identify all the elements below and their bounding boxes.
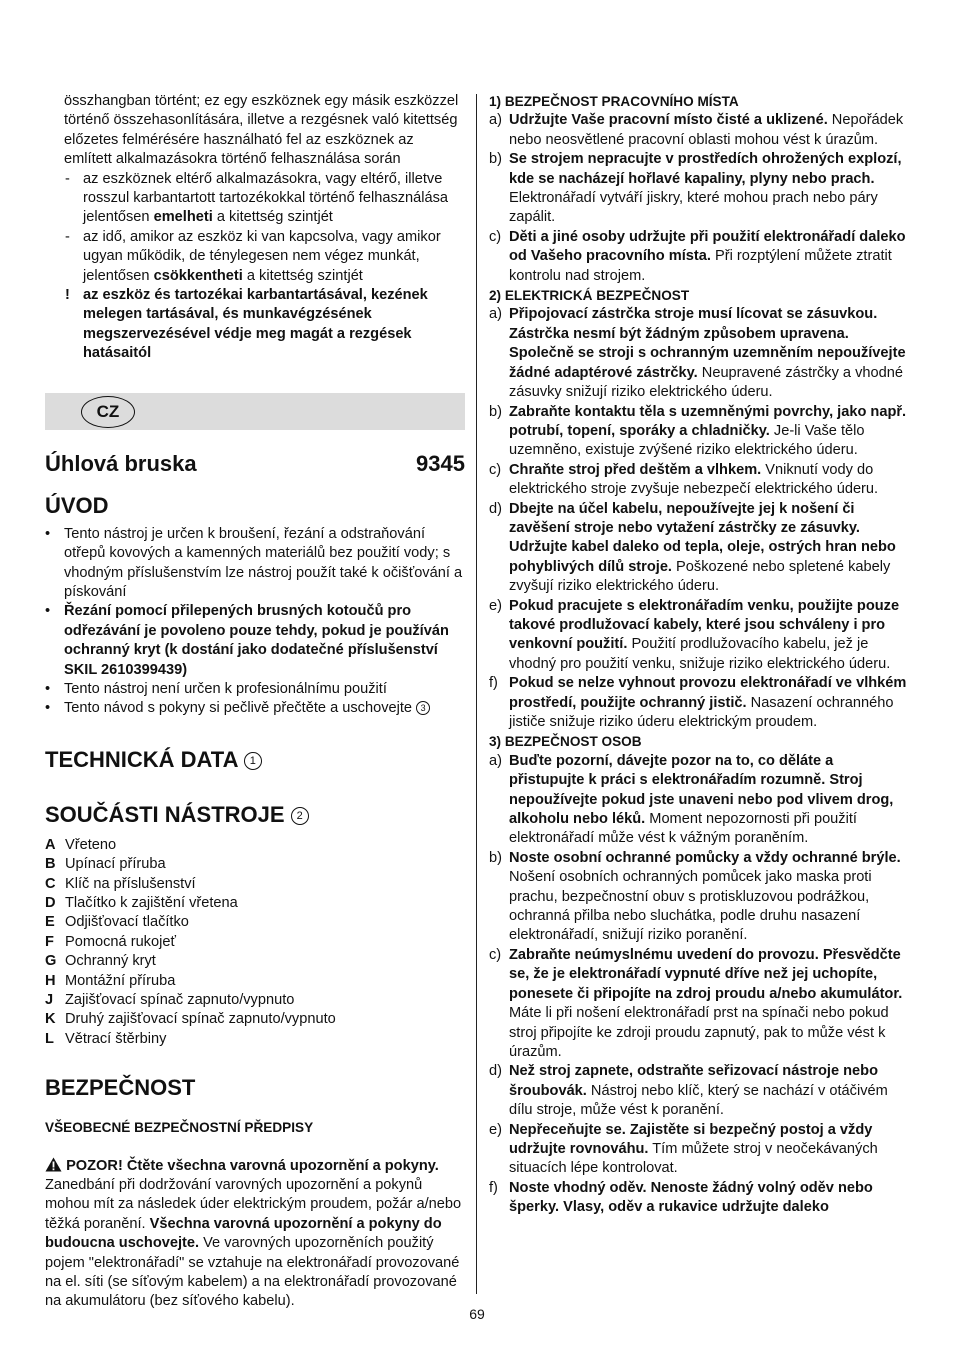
- safety-item: b) Se strojem nepracujte v prostředích ohrožených explozí, kde se nacházejí hořlavé kapaliny, plyny nebo prach. Elektronářadí vytváří jiskry, které mohou prach nebo páry zapálit.: [489, 151, 902, 226]
- safety-item: c) Zabraňte neúmyslnému uvedení do provozu. Přesvědčte se, že je elektronářadí vypnuté dříve než jej uchopíte, ponesete či připojíte na zdroj proudu a/nebo akumulátor. Máte li při nošení elektronářadí prst na spínači nebo pokud stroj připojíte ke zdroji proudu zapnutý, pak to může vést k úrazům.: [489, 946, 903, 1060]
- figure-ref-icon: 3: [416, 701, 430, 715]
- safety-item: e) Pokud pracujete s elektronářadím venku, použijte pouze takové prodlužovací kabely, které jsou schváleny i pro venkovní použití. Použití prodlužovacího kabelu, jež je vhodný pro použití venku, snižuje riziko elektrického úderu.: [489, 597, 900, 672]
- section-heading: 3) BEZPEČNOST OSOB: [489, 734, 642, 750]
- figure-ref-icon: 2: [291, 807, 309, 825]
- hu-dash-item: - az idő, amikor az eszköz ki van kapcsolva, vagy amikor ugyan működik, de ténylegesen nem végez munkát, jelentősen csökkentheti a kitettség szintjét: [65, 228, 441, 284]
- left-column: [45, 92, 465, 1312]
- safety-item: f) Pokud se nelze vyhnout provozu elektronářadí ve vlhkém prostředí, použijte ochranný jistič. Nasazení ochranného jističe snižuje riziko úderu elektrickým proudem.: [489, 675, 907, 730]
- part-label: Větrací štěrbiny: [65, 1030, 167, 1047]
- part-key: C: [45, 875, 56, 892]
- part-item: [45, 836, 465, 855]
- warning-triangle-icon: [45, 1157, 62, 1172]
- right-column: [489, 92, 911, 1218]
- safety-item: c) Chraňte stroj před deštěm a vlhkem. Vniknutí vody do elektrického stroje zvyšuje nebezpečí elektrického úderu.: [489, 461, 879, 498]
- safety-item: d) Než stroj zapnete, odstraňte seřizovací nástroje nebo šroubovák. Nástroj nebo klíč, který se nachází v otáčivém dílu stroje, může vést k poranění.: [489, 1063, 888, 1119]
- safety-subheading: VŠEOBECNÉ BEZPEČNOSTNÍ PŘEDPISY: [45, 1120, 314, 1136]
- part-label: Odjišťovací tlačítko: [65, 914, 189, 931]
- heading-technical-data: TECHNICKÁ DATA 1: [45, 744, 465, 776]
- part-key: G: [45, 953, 57, 970]
- heading-safety: BEZPEČNOST: [45, 1075, 196, 1101]
- part-key: A: [45, 836, 56, 853]
- parts-list: [45, 836, 465, 1049]
- part-key: J: [45, 992, 54, 1008]
- part-label: Ochranný kryt: [65, 953, 156, 970]
- safety-item: d) Dbejte na účel kabelu, nepoužívejte jej k nošení či zavěšení stroje nebo vytažení zástrčky ze zásuvky. Udržujte kabel daleko od tepla, oleje, ostrých hran nebo pohyblivých dílů stroje. Poškozené nebo spletené kabely zvyšují riziko elektrického úderu.: [489, 500, 896, 595]
- part-key: D: [45, 894, 56, 911]
- part-item: [45, 894, 465, 913]
- part-key: B: [45, 856, 56, 873]
- column-divider: [476, 94, 477, 1294]
- section-heading: 1) BEZPEČNOST PRACOVNÍHO MÍSTA: [489, 94, 739, 109]
- intro-bullet: • Tento nástroj není určen k profesionálnímu použití: [45, 680, 387, 697]
- product-name: Úhlová bruska: [45, 450, 197, 476]
- intro-bullet: • Řezání pomocí přilepených brusných kotoučů pro odřezávání je povoleno pouze tehdy, pokud je používán ochranný kryt (k dostání jako dodatečné příslušenství SKIL 2610399439): [45, 603, 449, 678]
- part-item: [45, 933, 465, 952]
- hu-dash-item: - az eszköznek eltérő alkalmazásokra, vagy eltérő, illetve rosszul karbantartott tartozékokkal történő felhasználása jelentősen emelheti a kitettség szintjét: [65, 170, 449, 226]
- intro-bullet: • Tento nástroj je určen k broušení, řezání a odstraňování otřepů kovových a kamenných materiálů bez použití vody; s vhodným příslušenstvím lze nástroj použít také k očišťování a pískování: [45, 525, 463, 600]
- language-badge: CZ: [81, 396, 135, 428]
- part-key: K: [45, 1011, 56, 1028]
- intro-bullet: • Tento návod s pokyny si pečlivě přečtěte a uschovejte 3: [45, 699, 465, 718]
- hu-warning: ! az eszköz és tartozékai karbantartásával, kezének melegen tartásával, és munkavégzésének megszervezésével védje meg magát a rezgések hatásaitól: [65, 287, 428, 362]
- part-item: [45, 991, 465, 1010]
- part-label: Klíč na příslušenství: [65, 875, 196, 892]
- part-label: Vřeteno: [65, 836, 117, 853]
- part-key: L: [45, 1030, 54, 1047]
- part-label: Zajišťovací spínač zapnuto/vypnuto: [65, 992, 295, 1008]
- part-item: [45, 855, 465, 874]
- part-label: Pomocná rukojeť: [65, 933, 176, 950]
- safety-item: a) Udržujte Vaše pracovní místo čisté a uklizené. Nepořádek nebo neosvětlené pracovní oblasti mohou vést k úrazům.: [489, 112, 904, 148]
- part-item: [45, 1030, 465, 1049]
- safety-item: b) Zabraňte kontaktu těla s uzemněnými povrchy, jako např. potrubí, topení, sporáky a chladničky. Je-li Vaše tělo uzemněno, existuje zvýšené riziko elektrického úderu.: [489, 403, 907, 459]
- safety-item: a) Buďte pozorní, dávejte pozor na to, co děláte a přistupujte k práci s elektronářadím rozumně. Stroj nepoužívejte pokud jste unaveni nebo pod vlivem drog, alkoholu nebo léků. Moment nepozornosti při použití elektronářadí může vést k vážným poraněním.: [489, 752, 894, 847]
- page-number: 69: [469, 1306, 485, 1322]
- safety-item: a) Připojovací zástrčka stroje musí lícovat se zásuvkou. Zástrčka nesmí být žádným způsobem upravena. Společně se stroji s ochranným uzemněním nepoužívejte žádné adaptérové zástrčky. Neupravené zástrčky a vhodné zásuvky snižují riziko elektrického úderu.: [489, 306, 906, 401]
- product-title: [45, 448, 465, 480]
- safety-general-warning: POZOR! Čtěte všechna varovná upozornění a pokyny. Zanedbání při dodržování varovných upozornění a pokynů mohou mít za následek úder elektrickým proudem, požár a/nebo těžká poranění. Všechna varovná upozornění a pokyny do budoucna uschovejte. Ve varovných upozorněních použitý pojem "elektronářadí" se vztahuje na elektronářadí provozované na el. síti (se síťovým kabelem) a na elektronářadí provozované na akumulátoru (bez síťového kabelu).: [45, 1157, 462, 1310]
- part-item: [45, 1010, 465, 1029]
- part-label: Druhý zajišťovací spínač zapnuto/vypnuto: [65, 1011, 336, 1028]
- part-label: Montážní příruba: [65, 972, 176, 989]
- language-bar: [45, 393, 465, 430]
- section-heading: 2) ELEKTRICKÁ BEZPEČNOST: [489, 288, 690, 304]
- part-key: E: [45, 914, 55, 931]
- part-item: [45, 952, 465, 971]
- heading-parts: SOUČÁSTI NÁSTROJE 2: [45, 799, 465, 831]
- safety-item: e) Nepřeceňujte se. Zajistěte si bezpečný postoj a vždy udržujte rovnováhu. Tím můžete stroj v neočekávaných situacích lépe kontrolovat.: [489, 1121, 878, 1177]
- part-key: F: [45, 933, 54, 950]
- part-label: Upínací příruba: [65, 856, 166, 873]
- safety-item: c) Děti a jiné osoby udržujte při použití elektronářadí daleko od Vašeho pracovního místa. Při rozptýlení můžete ztratit kontrolu nad strojem.: [489, 228, 906, 284]
- part-item: [45, 875, 465, 894]
- part-label: Tlačítko k zajištění vřetena: [65, 894, 238, 911]
- product-model: 9345: [416, 450, 465, 476]
- part-item: [45, 913, 465, 932]
- hu-intro: összhangban történt; ez egy eszköznek egy másik eszközzel történő összehasonlítására, illetve a rezgésnek való kitettség előzetes felmérésére használható fel az eszköznek az említett alkalmazásokra történő felhasználása során: [64, 93, 459, 168]
- figure-ref-icon: 1: [244, 752, 262, 770]
- safety-item: f) Noste vhodný oděv. Nenoste žádný volný oděv nebo šperky. Vlasy, oděv a rukavice udržujte daleko: [489, 1179, 873, 1216]
- safety-item: b) Noste osobní ochranné pomůcky a vždy ochranné brýle. Nošení osobních ochranných pomůcek jako maska proti prachu, bezpečnostní obuv s protiskluzovou podrážkou, ochranná přilba nebo sluchátka, podle druhu nasazení elektronářadí, snižují riziko poranění.: [489, 849, 901, 944]
- part-key: H: [45, 972, 56, 989]
- heading-uvod: ÚVOD: [45, 492, 109, 518]
- part-item: [45, 972, 465, 991]
